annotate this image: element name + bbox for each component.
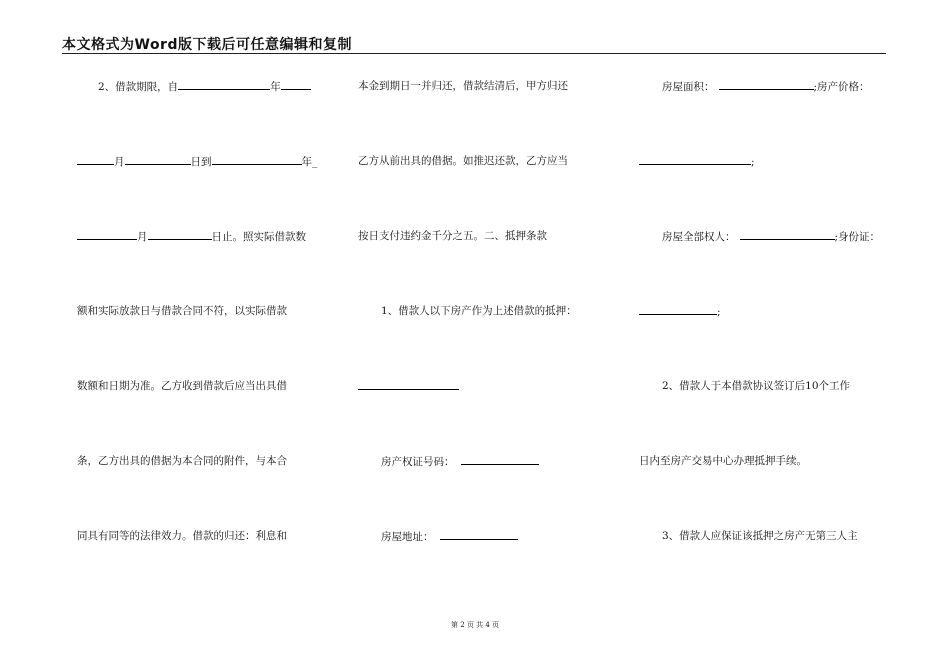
fill-blank [125, 154, 191, 165]
text-segment: ; [751, 156, 755, 168]
text-line [358, 79, 568, 93]
text-segment: 本金到期日一并归还，借款结清后，甲方归还 [358, 80, 568, 92]
fill-blank [719, 79, 814, 90]
text-segment: 房产权证号码： [381, 456, 455, 468]
text-line [381, 304, 577, 318]
text-segment: 条，乙方出具的借据为本合同的附件，与本合 [77, 455, 287, 467]
text-segment: 房屋全部权人： [662, 231, 736, 243]
fill-blank [358, 379, 459, 390]
text-segment: 房屋面积： [662, 81, 715, 93]
text-segment: 1、借款人以下房产作为上述借款的抵押： [381, 305, 577, 317]
text-line [77, 379, 287, 393]
fill-blank [148, 229, 212, 240]
text-segment: 房屋地址： [381, 531, 434, 543]
text-segment: ;身份证： [834, 231, 881, 243]
fill-blank [178, 79, 270, 90]
text-line [358, 154, 568, 168]
text-line [662, 229, 880, 244]
text-line [77, 529, 287, 543]
text-line [358, 229, 547, 243]
text-segment: 月 [137, 231, 148, 243]
text-line [77, 454, 287, 468]
fill-blank [77, 154, 114, 165]
fill-blank [281, 79, 311, 90]
text-line [662, 529, 858, 543]
text-segment: 3、借款人应保证该抵押之房产无第三人主 [662, 530, 858, 542]
fill-blank [212, 154, 302, 165]
text-segment: 年 [270, 81, 281, 93]
text-segment: 同具有同等的法律效力。借款的归还：利息和 [77, 530, 287, 542]
text-segment: 日内至房产交易中心办理抵押手续。 [639, 455, 807, 467]
text-line [381, 454, 539, 469]
text-line [77, 154, 317, 169]
fill-blank [461, 454, 539, 465]
text-line [639, 454, 807, 468]
text-segment: 月 [114, 156, 125, 168]
document-header: 本文格式为Word版下载后可任意编辑和复制 [62, 37, 352, 53]
text-line [662, 79, 870, 94]
text-segment: ; [717, 306, 721, 318]
text-segment: 2、借款人于本借款协议签订后10个工作 [662, 380, 851, 392]
fill-blank [77, 229, 137, 240]
page-footer: 第 2 页 共 4 页 [450, 621, 500, 629]
text-segment: 乙方从前出具的借据。如推迟还款，乙方应当 [358, 155, 568, 167]
text-line [639, 154, 755, 169]
fill-blank [639, 304, 717, 315]
fill-blank [639, 154, 751, 165]
text-segment: 数额和日期为准。乙方收到借款后应当出具借 [77, 380, 287, 392]
text-line [77, 304, 287, 318]
text-line [358, 379, 459, 394]
text-segment: 按日支付违约金千分之五。二、抵押条款 [358, 230, 547, 242]
text-line [381, 529, 518, 544]
text-segment: ;房产价格： [813, 81, 870, 93]
text-segment: 年_ [301, 156, 318, 168]
text-segment: 日止。照实际借款数 [211, 231, 306, 243]
text-segment: 额和实际放款日与借款合同不符，以实际借款 [77, 305, 287, 317]
header-divider [62, 53, 886, 54]
text-segment: 2、借款期限，自 [98, 81, 179, 93]
text-line [98, 79, 311, 94]
fill-blank [440, 529, 518, 540]
fill-blank [740, 229, 835, 240]
text-line [662, 379, 850, 393]
text-line [77, 229, 306, 244]
text-segment: 日到 [190, 156, 212, 168]
text-line [639, 304, 721, 319]
